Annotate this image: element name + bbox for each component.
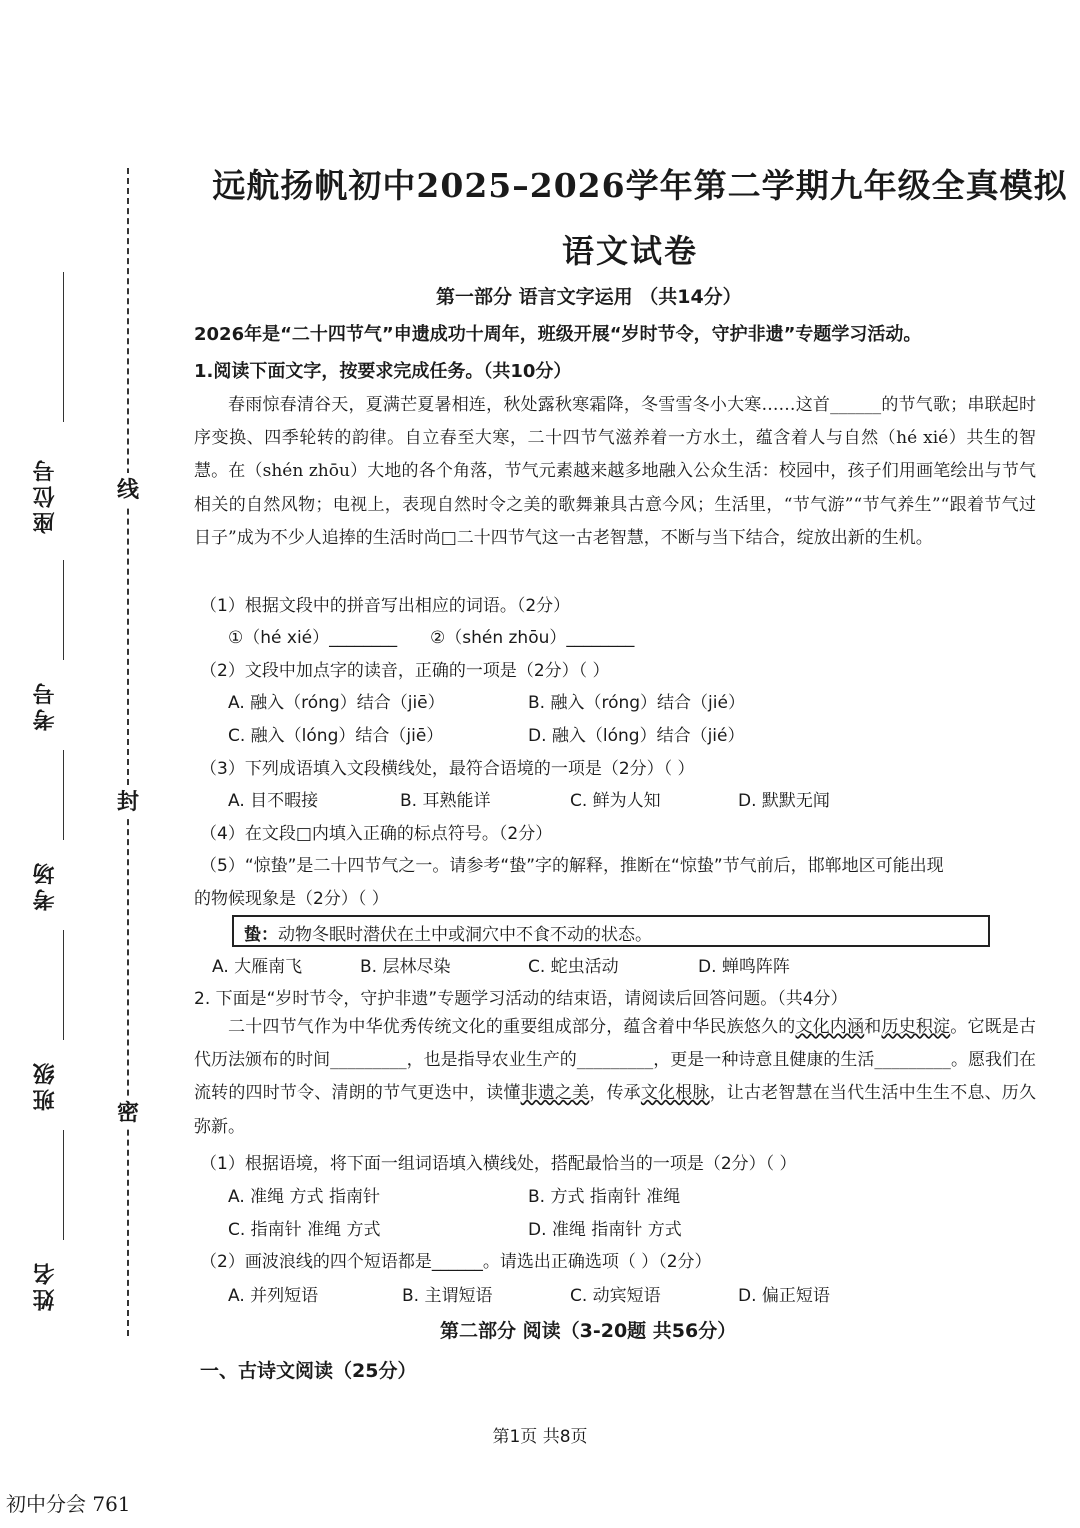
q2-sub2-option-d[interactable]: D. 偏正短语 xyxy=(738,1286,830,1306)
section1-header: 一、古诗文阅读（25分） xyxy=(200,1360,417,1382)
class-label: 班级 xyxy=(33,1059,58,1111)
q2-sub1: （1）根据语境，将下面一组词语填入横线处，搭配最恰当的一项是（2分）（ ） xyxy=(200,1154,797,1174)
seat-number-line xyxy=(63,272,64,422)
definition-term: 蛰： xyxy=(244,925,278,945)
wave-phrase-4: 文化根脉 xyxy=(640,1083,710,1104)
part2-header: 第二部分 阅读（3-20题 共56分） xyxy=(440,1320,737,1342)
q2-header: 2. 下面是“岁时节令，守护非遗”专题学习活动的结束语，请阅读后回答问题。（共4分） xyxy=(194,989,848,1009)
exam-number-line xyxy=(63,560,64,660)
exam-subtitle: 语文试卷 xyxy=(561,232,698,270)
definition-box xyxy=(232,915,990,947)
exam-room-line xyxy=(63,750,64,840)
q2-passage-part-a: 二十四节气作为中华优秀传统文化的重要组成部分，蕴含着中华民族悠久的 xyxy=(228,1017,796,1037)
q2-passage xyxy=(194,1011,1036,1143)
q1-sub2: （2）文段中加点字的读音，正确的一项是（2分）（ ） xyxy=(200,661,610,681)
q1-sub2-option-d[interactable]: D. 融入（lóng）结合（jié） xyxy=(528,726,745,746)
q1-sub2-option-a[interactable]: A. 融入（róng）结合（jiē） xyxy=(228,693,445,713)
q1-sub3-option-b[interactable]: B. 耳熟能详 xyxy=(400,791,491,811)
q1-sub2-option-b[interactable]: B. 融入（róng）结合（jié） xyxy=(528,693,745,713)
q1-sub5-option-c[interactable]: C. 蛇虫活动 xyxy=(528,957,619,977)
wave-phrase-1: 文化内涵 xyxy=(795,1017,865,1037)
q1-sub3-option-d[interactable]: D. 默默无闻 xyxy=(738,791,830,811)
q1-sub5-option-d[interactable]: D. 蝉鸣阵阵 xyxy=(698,957,790,977)
q1-sub4: （4）在文段□内填入正确的标点符号。（2分） xyxy=(200,824,553,844)
q2-sub1-option-b[interactable]: B. 方式 指南针 准绳 xyxy=(528,1187,681,1207)
q2-sub1-option-a[interactable]: A. 准绳 方式 指南针 xyxy=(228,1187,380,1207)
q1-passage: 春雨惊春清谷天，夏满芒夏暑相连，秋处露秋寒霜降，冬雪雪冬小大寒……这首______的节气歌；串联起时序变换、四季轮转的韵律。自立春至大寒，二十四节气滋养着一方水土，蕴含着人与自然（hé xié）共生的智慧。在（shén zhōu）大地的各个角落，节气元素越来越多地融入公众生活：校园中，孩子们用画笔绘出与节气相关的自然风物；电视上，表现自然时令之美的歌舞兼具古意今风；生活里，“节气游”“节气养生”“跟着节气过日子”成为不少人追捧的生活时尚□二十四节气这一古老智慧，不断与当下结合，绽放出新的生机。 xyxy=(194,395,1036,548)
q1-sub1-a[interactable]: ①（hé xié）________ xyxy=(228,628,398,648)
class-line xyxy=(63,930,64,1040)
seal-char-seal: 封 xyxy=(114,785,142,817)
q1-sub3-option-c[interactable]: C. 鲜为人知 xyxy=(570,791,661,811)
q2-sub1-option-d[interactable]: D. 准绳 指南针 方式 xyxy=(528,1220,682,1240)
q2-sub2-option-b[interactable]: B. 主谓短语 xyxy=(402,1286,493,1306)
q1-sub1-b[interactable]: ②（shén zhōu）________ xyxy=(430,628,635,648)
corner-note: 初中分会 761 xyxy=(6,1492,131,1516)
name-line xyxy=(63,1130,64,1240)
exam-title: 远航扬帆初中2025–2026学年第二学期九年级全真模拟 xyxy=(212,166,1068,205)
definition-text: 动物冬眠时潜伏在土中或洞穴中不食不动的状态。 xyxy=(278,925,652,945)
q2-passage-part-e: ，让古老智慧在当代生活中生生不息、历久弥新。 xyxy=(194,1083,1036,1137)
exam-room-label: 考场 xyxy=(33,859,58,911)
q1-header: 1.阅读下面文字，按要求完成任务。（共10分） xyxy=(194,361,572,382)
q2-sub2-option-a[interactable]: A. 并列短语 xyxy=(228,1286,319,1306)
part1-intro: 2026年是“二十四节气”申遗成功十周年，班级开展“岁时节令，守护非遗”专题学习活动。 xyxy=(194,324,922,345)
name-label: 姓名 xyxy=(33,1259,58,1311)
q2-passage-part-c: 。它既是古代历法颁布的时间_________，也是指导农业生产的_________，更是一种诗意且健康的生活_________。愿我们在流转的四时节令、清朗的节气更迭中，读懂 xyxy=(194,1017,1037,1104)
seal-char-line: 线 xyxy=(114,473,142,505)
q2-sub2: （2）画波浪线的四个短语都是______。请选出正确选项（ ）（2分） xyxy=(200,1252,712,1272)
seat-number-label: 座位号 xyxy=(33,456,58,534)
q2-sub1-option-c[interactable]: C. 指南针 准绳 方式 xyxy=(228,1220,381,1240)
page-footer: 第1页 共8页 xyxy=(492,1427,588,1447)
binding-dashed-line xyxy=(127,168,129,1336)
q1-sub3-option-a[interactable]: A. 目不暇接 xyxy=(228,791,319,811)
q2-sub2-option-c[interactable]: C. 动宾短语 xyxy=(570,1286,661,1306)
q1-sub5-line2: 的物候现象是（2分）（ ） xyxy=(194,889,389,909)
q1-sub1: （1）根据文段中的拼音写出相应的词语。（2分） xyxy=(200,596,571,616)
part1-header: 第一部分 语言文字运用 （共14分） xyxy=(436,286,742,308)
q2-passage-part-d: ，传承 xyxy=(589,1083,641,1104)
q1-sub5-option-a[interactable]: A. 大雁南飞 xyxy=(212,957,303,977)
q2-passage-part-b: 和 xyxy=(864,1017,882,1037)
q1-sub2-option-c[interactable]: C. 融入（lóng）结合（jiē） xyxy=(228,726,444,746)
q1-sub3: （3）下列成语填入文段横线处，最符合语境的一项是（2分）（ ） xyxy=(200,759,695,779)
seal-char-secret: 密 xyxy=(114,1096,142,1128)
wave-phrase-2: 历史积淀 xyxy=(881,1017,951,1037)
wave-phrase-3: 非遗之美 xyxy=(520,1083,590,1104)
exam-number-label: 考号 xyxy=(33,679,58,731)
q1-sub5-line1: （5）“惊蛰”是二十四节气之一。请参考“蛰”字的解释，推断在“惊蛰”节气前后，邯郸地区可能出现 xyxy=(200,856,944,876)
q1-sub5-option-b[interactable]: B. 层林尽染 xyxy=(360,957,451,977)
